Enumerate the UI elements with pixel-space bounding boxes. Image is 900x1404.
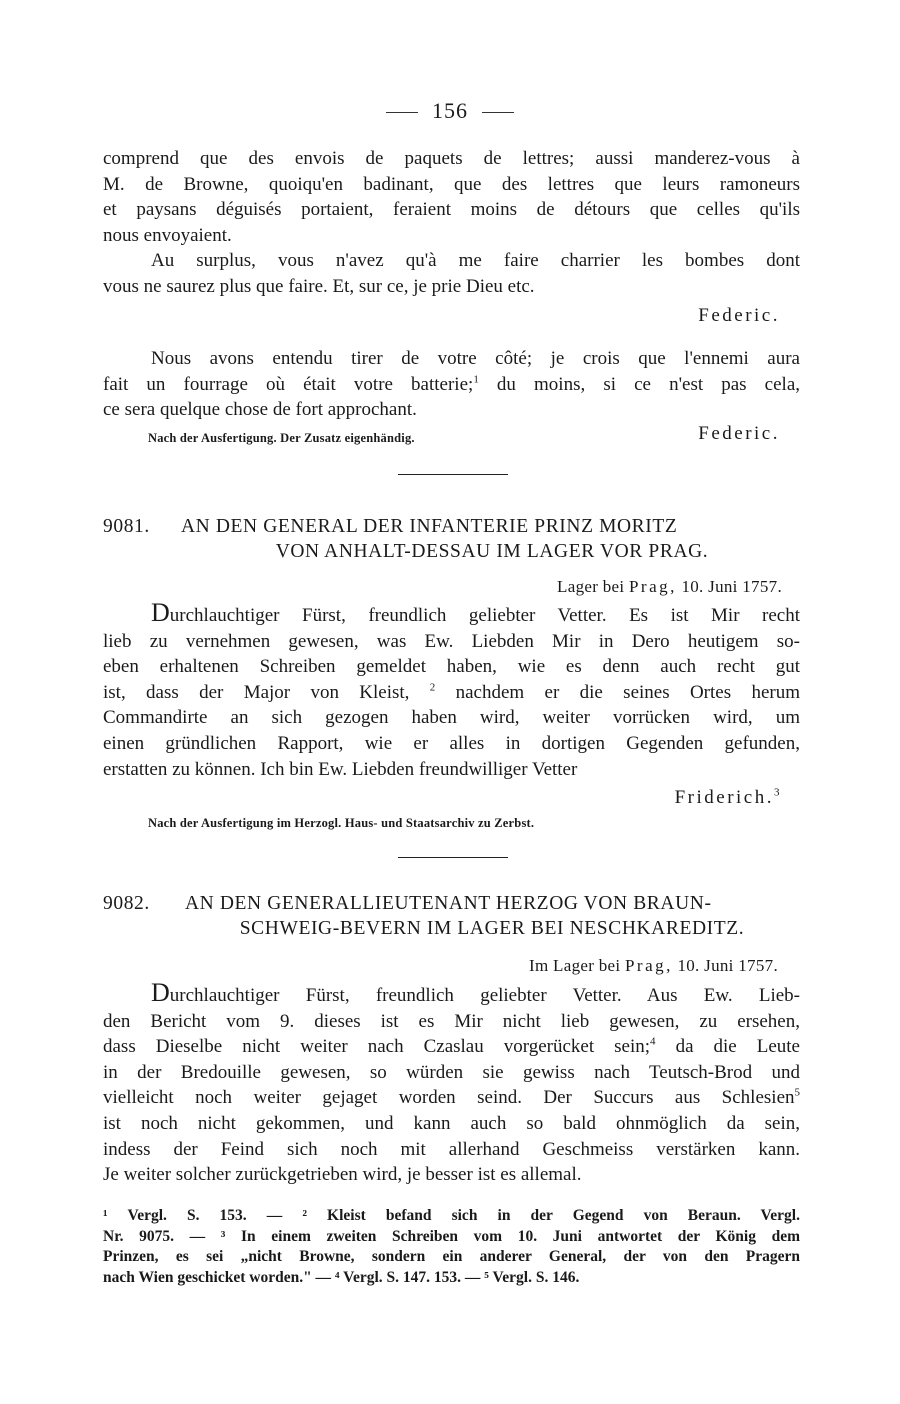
text-line: vous ne saurez plus que faire. Et, sur ce, je prie Dieu etc. <box>103 275 535 297</box>
date-prefix: Im Lager bei <box>529 956 621 975</box>
text-line <box>103 1034 800 1060</box>
text-line: in der Bredouille gewesen, so würden sie gewiss nach Teutsch-Brod und <box>103 1061 800 1083</box>
prev-letter-paragraph-1 <box>103 146 800 248</box>
date-prefix: Lager bei <box>557 577 625 596</box>
text-fragment: urchlauchtiger Fürst, freundlich geliebter Vetter. Es ist Mir recht <box>169 605 800 626</box>
text-line: nous envoyaient. <box>103 224 232 246</box>
text-line: Je weiter solcher zurückgetrieben wird, je besser ist es allemal. <box>103 1164 582 1186</box>
text-line: comprend que des envois de paquets de lettres; aussi manderez-vous à <box>103 148 800 169</box>
text-line: indess der Feind sich noch mit allerhand Geschmeiss verstärken kann. <box>103 1138 800 1160</box>
text-line: erstatten zu können. Ich bin Ew. Liebden freundwilliger Vetter <box>103 758 578 780</box>
footnote-mark: 2 <box>429 681 436 694</box>
text-line: den Bericht vom 9. dieses ist es Mir nicht lieb gewesen, zu ersehen, <box>103 1010 800 1032</box>
prev-letter-postscript <box>103 346 800 423</box>
text-line: Nous avons entendu tirer de votre côté; je crois que l'ennemi aura <box>151 348 800 369</box>
date-place: Prag, <box>628 577 677 596</box>
page-number: 156 <box>432 98 468 123</box>
letter-9081-dateline <box>557 577 782 597</box>
section-divider <box>398 857 508 858</box>
text-line: ce sera quelque chose de fort approchant. <box>103 399 417 421</box>
text-line <box>103 372 800 398</box>
letter-9081-body <box>103 600 800 782</box>
text-line <box>103 1085 800 1111</box>
heading-line-1: AN DEN GENERAL DER INFANTERIE PRINZ MORITZ <box>181 516 678 537</box>
text-line: ist noch nicht gekommen, und kann auch so bald ohnmöglich da sein, <box>103 1112 800 1134</box>
text-line: Commandirte an sich gezogen haben wird, weiter vorrücken wird, um <box>103 707 800 729</box>
text-fragment: fait un fourrage où était votre batterie; <box>103 373 474 395</box>
footnote-mark: 3 <box>774 786 782 799</box>
footnotes <box>103 1206 800 1288</box>
signature-federic-2: Federic. <box>698 423 780 444</box>
text-fragment: da die Leute <box>675 1036 800 1058</box>
signature-federic-1: Federic. <box>698 305 780 326</box>
initial-letter: D <box>151 598 170 627</box>
letter-9082-dateline <box>529 956 778 976</box>
text-line <box>103 980 800 1009</box>
text-fragment: du moins, si ce n'est pas cela, <box>496 373 800 395</box>
date-rest: 10. Juni 1757. <box>681 577 782 596</box>
letter-number: 9081. <box>103 516 150 537</box>
heading-line-2: SCHWEIG-BEVERN IM LAGER BEI NESCHKAREDITZ. <box>239 918 745 939</box>
letter-9082-body <box>103 980 800 1188</box>
letter-9081-heading <box>103 514 803 564</box>
text-fragment: nachdem er die seines Ortes herum <box>455 681 800 703</box>
signature-text: Friderich. <box>674 787 774 808</box>
footnote-line: nach Wien geschicket worden." — ⁴ Vergl. S. 147. 153. — ⁵ Vergl. S. 146. <box>103 1268 580 1286</box>
footnote-line: Prinzen, es sei „nicht Browne, sondern ein anderer General, der von den Pragern <box>103 1248 800 1265</box>
letter-9082-heading <box>103 891 803 941</box>
footnote-mark: 1 <box>473 373 479 386</box>
footnote-mark: 5 <box>794 1087 800 1100</box>
source-note-prev: Nach der Ausfertigung. Der Zusatz eigenhändig. <box>148 431 415 445</box>
text-fragment: dass Dieselbe nicht weiter nach Czaslau vorgerücket sein; <box>103 1036 651 1058</box>
prev-letter-paragraph-2 <box>103 248 800 299</box>
text-line: lieb zu vernehmen gewesen, was Ew. Liebden Mir in Dero heutigem so- <box>103 630 800 652</box>
text-line: eben erhaltenen Schreiben gemeldet haben, wie es denn auch recht gut <box>103 656 800 678</box>
date-place: Prag, <box>624 956 673 975</box>
text-line <box>103 600 800 629</box>
section-divider <box>398 474 508 475</box>
signature-friderich <box>675 787 782 809</box>
source-note-9081: Nach der Ausfertigung im Herzogl. Haus- und Staatsarchiv zu Zerbst. <box>148 816 535 830</box>
header-dash-left <box>386 112 418 113</box>
header-dash-right <box>482 112 514 113</box>
heading-line-1: AN DEN GENERALLIEUTENANT HERZOG VON BRAUN- <box>185 893 712 914</box>
footnote-line: Nr. 9075. — ³ In einem zweiten Schreiben vom 10. Juni antwortet der König dem <box>103 1227 800 1245</box>
footnote-mark: 4 <box>650 1035 656 1048</box>
text-line <box>103 680 800 706</box>
text-fragment: ist, dass der Major von Kleist, <box>103 681 410 703</box>
page-header <box>0 98 900 124</box>
text-line: einen gründlichen Rapport, wie er alles in dortigen Gegenden gefunden, <box>103 732 800 754</box>
text-fragment: vielleicht noch weiter gejaget worden seind. Der Succurs aus Schlesien <box>103 1087 795 1109</box>
text-fragment: urchlauchtiger Fürst, freundlich geliebter Vetter. Aus Ew. Lieb- <box>169 985 800 1006</box>
date-rest: 10. Juni 1757. <box>677 956 778 975</box>
heading-line-2: VON ANHALT-DESSAU IM LAGER VOR PRAG. <box>275 541 709 562</box>
text-line: Au surplus, vous n'avez qu'à me faire charrier les bombes dont <box>151 250 800 271</box>
initial-letter: D <box>151 978 170 1007</box>
letter-number: 9082. <box>103 893 150 914</box>
footnote-line: ¹ Vergl. S. 153. — ² Kleist befand sich in der Gegend von Beraun. Vergl. <box>103 1207 800 1224</box>
text-line: M. de Browne, quoiqu'en badinant, que des lettres que leurs ramoneurs <box>103 173 800 195</box>
text-line: et paysans déguisés portaient, feraient moins de détours que celles qu'ils <box>103 199 800 221</box>
